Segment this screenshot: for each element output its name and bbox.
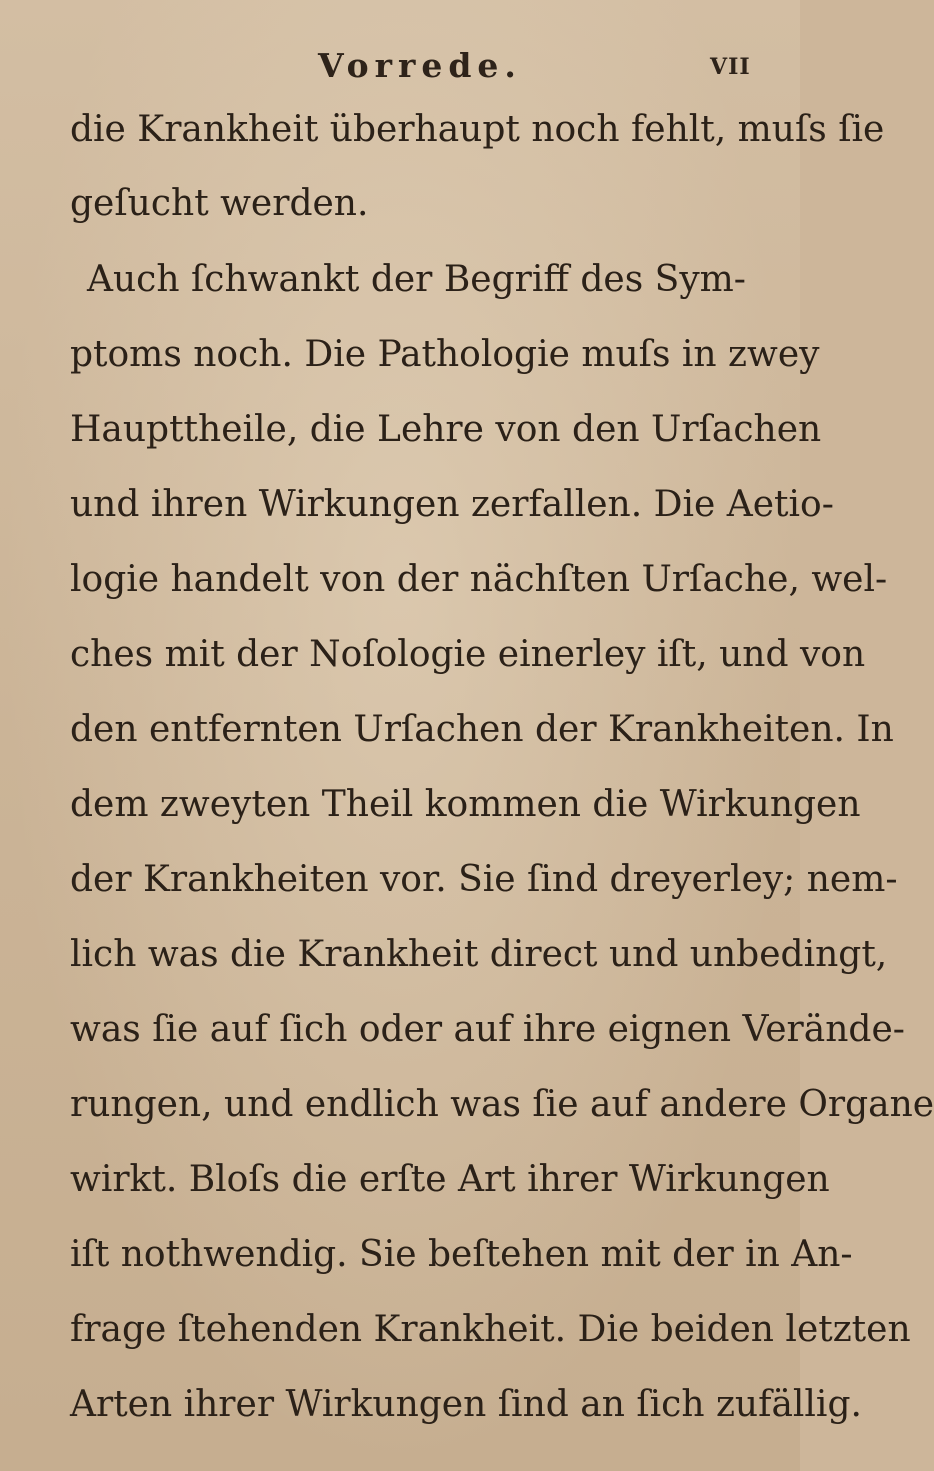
text-line: der Krankheiten vor. Sie ſind dreyerley; nem- [70, 859, 898, 900]
page-header [0, 46, 800, 86]
text-line: ptoms noch. Die Pathologie muſs in zwey [70, 334, 820, 375]
text-line: den entfernten Urſachen der Krankheiten. In [70, 709, 894, 750]
text-line: iſt nothwendig. Sie beſtehen mit der in An- [70, 1234, 853, 1275]
text-line: logie handelt von der nächſten Urſache, wel- [70, 559, 888, 600]
text-line: rungen, und endlich was ſie auf andere Organe [70, 1084, 934, 1125]
text-line: lich was die Krankheit direct und unbedingt, [70, 934, 888, 975]
page-number: VII [710, 54, 751, 80]
text-line: dem zweyten Theil kommen die Wirkungen [70, 784, 861, 825]
text-line: frage ſtehenden Krankheit. Die beiden letzten [70, 1309, 911, 1350]
text-line: ches mit der Noſologie einerley iſt, und von [70, 634, 866, 675]
running-title: Vorrede. [318, 46, 522, 85]
text-line: und ihren Wirkungen zerfallen. Die Aetio- [70, 484, 834, 525]
text-line: Auch ſchwankt der Begriff des Sym- [87, 259, 746, 300]
text-line: wirkt. Bloſs die erſte Art ihrer Wirkungen [70, 1159, 830, 1200]
text-line: Haupttheile, die Lehre von den Urſachen [70, 409, 822, 450]
text-line: Arten ihrer Wirkungen ſind an ſich zufällig. [70, 1384, 862, 1425]
text-line: geſucht werden. [70, 183, 369, 224]
text-line: die Krankheit überhaupt noch fehlt, muſs ſie [70, 109, 885, 150]
text-line: was ſie auf ſich oder auf ihre eignen Verände- [70, 1009, 905, 1050]
